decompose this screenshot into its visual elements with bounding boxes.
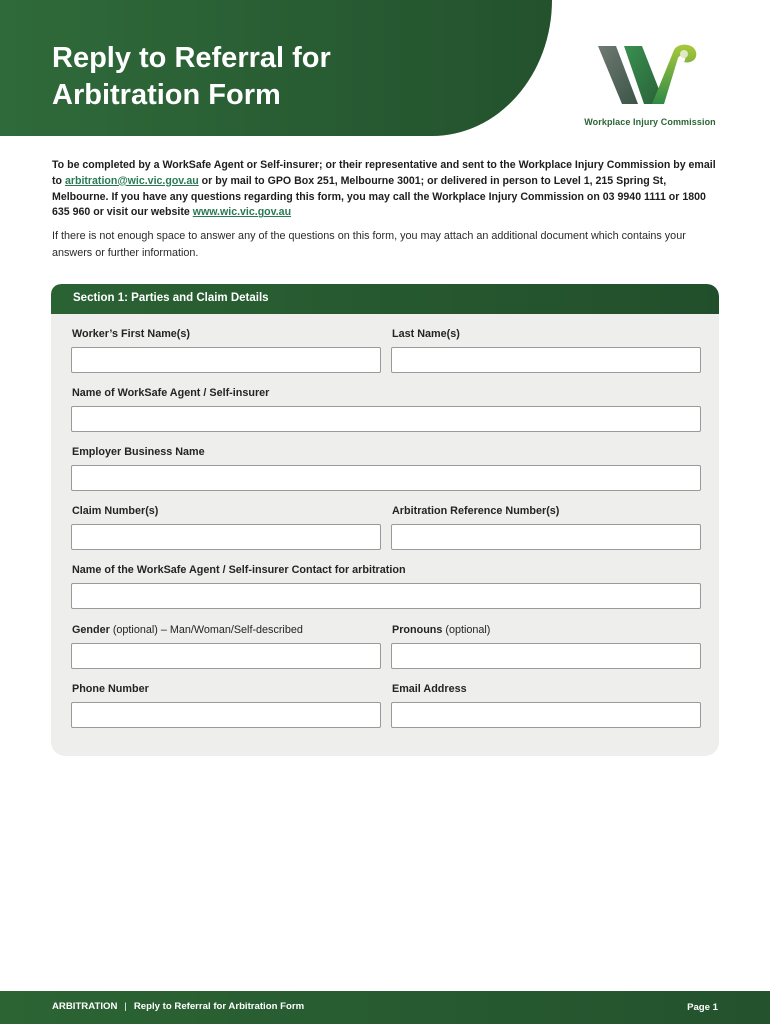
wic-logo <box>580 44 720 130</box>
first-name-label: Worker’s First Name(s) <box>72 328 191 340</box>
gender-label-text: Gender <box>72 624 110 636</box>
pronouns-optional-text: (optional) <box>445 624 491 636</box>
employer-label: Employer Business Name <box>72 446 205 458</box>
gender-label <box>72 624 303 636</box>
arbitration-ref-input[interactable] <box>391 524 701 550</box>
section-1-title: Section 1: Parties and Claim Details <box>73 292 269 304</box>
claim-number-input[interactable] <box>71 524 381 550</box>
footer-title <box>52 1001 304 1012</box>
agent-name-label: Name of WorkSafe Agent / Self-insurer <box>72 387 270 399</box>
page-number: Page 1 <box>687 1002 718 1013</box>
pronouns-label-text: Pronouns <box>392 624 443 636</box>
agent-name-input[interactable] <box>71 406 701 432</box>
email-label: Email Address <box>392 683 467 695</box>
section-1-header <box>51 284 719 314</box>
title-banner <box>0 0 552 136</box>
phone-input[interactable] <box>71 702 381 728</box>
intro-text <box>52 158 722 221</box>
intro-part1: To be completed by a WorkSafe Agent or Self-insurer; or their representative and sent to the Workplace Injury Commission by email to <box>52 159 716 187</box>
arbitration-ref-label: Arbitration Reference Number(s) <box>392 505 560 517</box>
footer-category: ARBITRATION <box>52 1001 118 1012</box>
footer-separator: | <box>124 1001 127 1012</box>
contact-input[interactable] <box>71 583 701 609</box>
claim-number-label: Claim Number(s) <box>72 505 159 517</box>
email-input[interactable] <box>391 702 701 728</box>
wic-w-logo-icon <box>598 44 700 106</box>
phone-label: Phone Number <box>72 683 149 695</box>
page-title: Reply to Referral for Arbitration Form <box>52 42 331 111</box>
last-name-label: Last Name(s) <box>392 328 460 340</box>
employer-input[interactable] <box>71 465 701 491</box>
first-name-input[interactable] <box>71 347 381 373</box>
section-1-card <box>51 284 719 756</box>
intro-part2: or by mail to GPO Box 251, Melbourne 3001; or delivered in person to Level 1, 215 Spring St, Melbourne. If you have any questions regarding this form, you may call the Workplace Injury Commission on 03 9940 1111 or 1800 635 960 or visit our website <box>52 174 706 219</box>
logo-text: Workplace Injury Commission <box>584 117 716 127</box>
contact-label: Name of the WorkSafe Agent / Self-insurer Contact for arbitration <box>72 564 406 576</box>
gender-optional-text: (optional) – Man/Woman/Self-described <box>112 624 303 636</box>
last-name-input[interactable] <box>391 347 701 373</box>
pronouns-input[interactable] <box>391 643 701 669</box>
page-footer <box>0 991 770 1024</box>
attachment-note: If there is not enough space to answer any of the questions on this form, you may attach an additional document which contains your answers or further information. <box>52 230 686 259</box>
gender-input[interactable] <box>71 643 381 669</box>
website-link[interactable]: www.wic.vic.gov.au <box>192 206 292 219</box>
footer-doc-title: Reply to Referral for Arbitration Form <box>133 1001 305 1012</box>
email-link[interactable]: arbitration@wic.vic.gov.au <box>64 174 199 187</box>
pronouns-label <box>392 624 490 636</box>
